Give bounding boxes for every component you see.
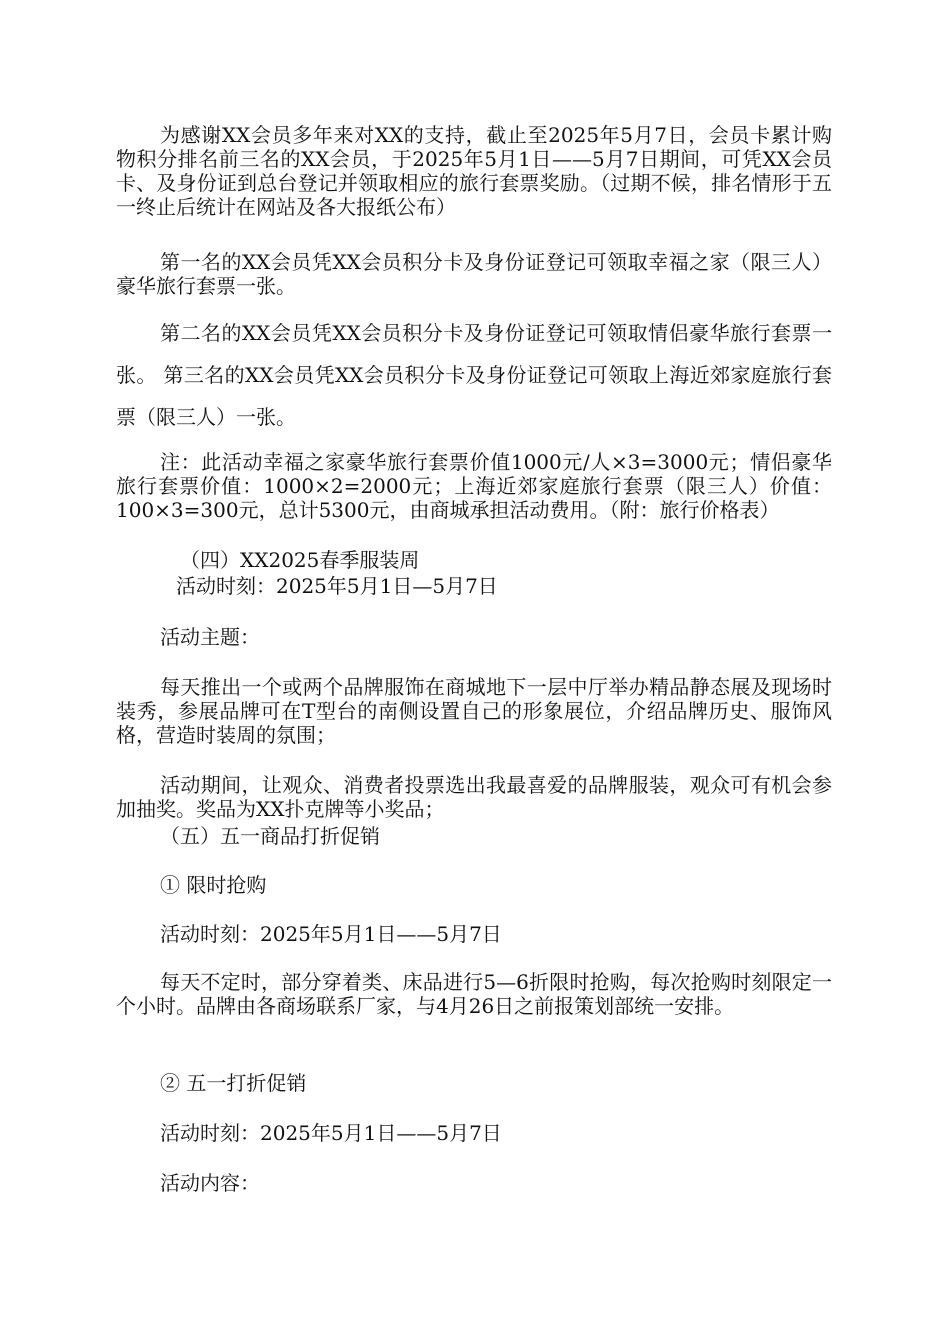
activity-time-flash-sale: 活动时刻：2025年5月1日——5月7日 <box>160 922 502 946</box>
paragraph-second-third-prize: 第二名的XX会员凭XX会员积分卡及身份证登记可领取情侣豪华旅行套票一张。 第三名的XX会员凭XX会员积分卡及身份证登记可领取上海近郊家庭旅行套票（限三人）一张。 <box>116 321 832 429</box>
paragraph-flash-sale-details: 每天不定时，部分穿着类、床品进行5—6折限时抢购，每次抢购时刻限定一个小时。品牌由各商场联系厂家，与4月26日之前报策划部统一安排。 <box>116 970 832 1018</box>
paragraph-note: 注：此活动幸福之家豪华旅行套票价值1000元/人×3=3000元；情侣豪华旅行套票价值：1000×2=2000元；上海近郊家庭旅行套票（限三人）价值：100×3=300元，总计5300元，由商城承担活动费用。（附：旅行价格表） <box>116 450 832 522</box>
section-heading-spring-fashion-week: （四）XX2025春季服装周 <box>180 548 420 572</box>
activity-theme-label: 活动主题： <box>160 625 260 649</box>
activity-time-discount: 活动时刻：2025年5月1日——5月7日 <box>160 1121 502 1145</box>
paragraph-fashion-show: 每天推出一个或两个品牌服饰在商城地下一层中厅举办精品静态展及现场时装秀，参展品牌可在T型台的南侧设置自己的形象展位，介绍品牌历史、服饰风格，营造时装周的氛围； <box>116 675 832 747</box>
paragraph-member-reward: 为感谢XX会员多年来对XX的支持，截止至2025年5月7日，会员卡累计购物积分排名前三名的XX会员，于2025年5月1日——5月7日期间，可凭XX会员卡、及身份证到总台登记并领取相应的旅行套票奖励。（过期不候，排名情形于五一终止后统计在网站及各大报纸公布） <box>116 123 832 219</box>
subsection-flash-sale: ① 限时抢购 <box>160 873 267 897</box>
section-heading-discount-promotion: （五）五一商品打折促销 <box>160 824 380 848</box>
paragraph-first-prize: 第一名的XX会员凭XX会员积分卡及身份证登记可领取幸福之家（限三人）豪华旅行套票一张。 <box>116 250 832 298</box>
subsection-discount-promotion: ② 五一打折促销 <box>160 1071 307 1095</box>
activity-time-fashion-week: 活动时刻：2025年5月1日—5月7日 <box>176 574 498 598</box>
activity-content-label: 活动内容： <box>160 1171 260 1195</box>
paragraph-voting: 活动期间，让观众、消费者投票选出我最喜爱的品牌服装，观众可有机会参加抽奖。奖品为XX扑克牌等小奖品； <box>116 773 832 821</box>
